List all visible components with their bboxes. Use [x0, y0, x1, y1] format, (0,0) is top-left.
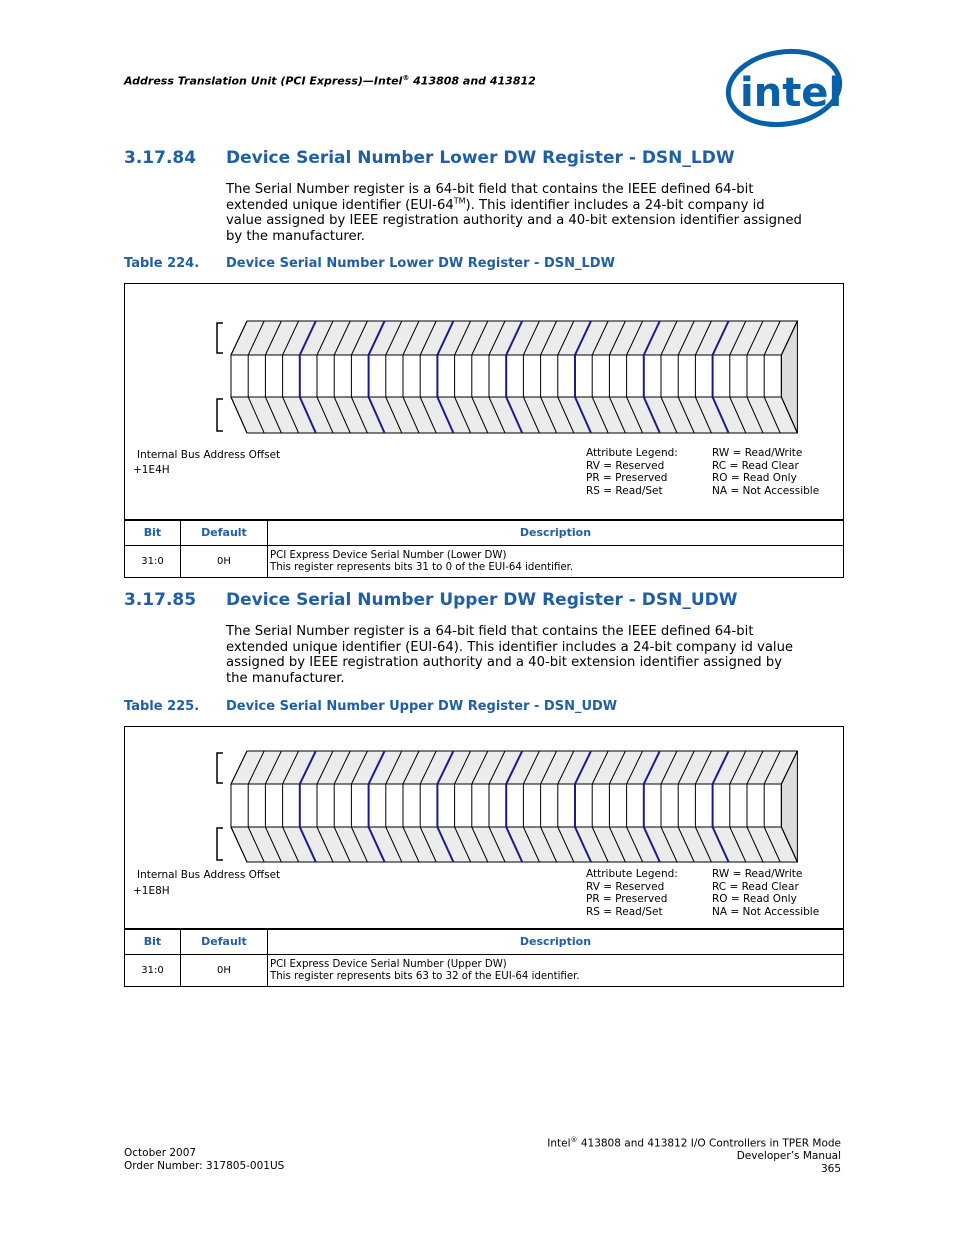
section-title: Device Serial Number Upper DW Register - DSN_UDW: [226, 590, 738, 610]
cell-description: PCI Express Device Serial Number (Lower DW) This register represents bits 31 to 0 of the EUI-64 identifier.: [268, 546, 844, 578]
offset-label: Internal Bus Address Offset: [137, 869, 281, 881]
diagram-bracket-lower: [217, 828, 223, 860]
offset-label: Internal Bus Address Offset: [137, 449, 281, 461]
cell-bit: 31:0: [125, 955, 181, 987]
attribute-legend-right: RW = Read/Write RC = Read Clear RO = Read Only NA = Not Accessible: [712, 447, 820, 497]
cell-bit: 31:0: [125, 546, 181, 578]
table-caption-title: Device Serial Number Upper DW Register - DSN_UDW: [226, 699, 618, 714]
diagram-bracket-upper: [217, 753, 223, 783]
table-row: [125, 546, 844, 578]
running-header: Address Translation Unit (PCI Express)—Intel® 413808 and 413812: [124, 74, 536, 88]
diagram-bracket-upper: [217, 323, 223, 353]
offset-value: +1E8H: [133, 885, 170, 897]
col-description: Description: [268, 520, 844, 546]
col-bit: Bit: [125, 929, 181, 955]
register-diagram-frame: [124, 283, 844, 521]
section-number: 3.17.84: [124, 148, 197, 168]
cell-default: 0H: [181, 955, 268, 987]
offset-value: +1E4H: [133, 464, 170, 476]
svg-text:intel: intel: [740, 70, 843, 116]
table-caption-title: Device Serial Number Lower DW Register - DSN_LDW: [226, 256, 615, 271]
register-field-table: [124, 928, 844, 987]
table-caption-number: Table 225.: [124, 699, 200, 714]
section-paragraph: The Serial Number register is a 64-bit field that contains the IEEE defined 64-bit extended unique identifier (EUI-64™). This identifier includes a 24-bit company id value assigned by IEEE registration authority and a 40-bit extension identifier assigned by the manufacturer.: [226, 182, 802, 244]
section-paragraph: The Serial Number register is a 64-bit field that contains the IEEE defined 64-bit extended unique identifier (EUI-64). This identifier includes a 24-bit company id value assigned by IEEE registration authority and a 40-bit extension identifier assigned by the manufacturer.: [226, 624, 794, 686]
register-field-table: [124, 519, 844, 578]
col-description: Description: [268, 929, 844, 955]
diagram-bracket-lower: [217, 399, 223, 431]
attribute-legend: Attribute Legend: RV = Reserved PR = Preserved RS = Read/Set: [586, 447, 678, 497]
col-default: Default: [181, 520, 268, 546]
footer-left: October 2007 Order Number: 317805-001US: [124, 1147, 285, 1172]
col-default: Default: [181, 929, 268, 955]
section-title: Device Serial Number Lower DW Register - DSN_LDW: [226, 148, 735, 168]
cell-default: 0H: [181, 546, 268, 578]
col-bit: Bit: [125, 520, 181, 546]
register-diagram-frame: [124, 726, 844, 930]
attribute-legend: Attribute Legend: RV = Reserved PR = Preserved RS = Read/Set: [586, 868, 678, 918]
table-row: [125, 955, 844, 987]
cell-description: PCI Express Device Serial Number (Upper DW) This register represents bits 63 to 32 of the EUI-64 identifier.: [268, 955, 844, 987]
table-caption-number: Table 224.: [124, 256, 200, 271]
attribute-legend-right: RW = Read/Write RC = Read Clear RO = Read Only NA = Not Accessible: [712, 868, 820, 918]
section-number: 3.17.85: [124, 590, 197, 610]
intel-logo-icon: [722, 48, 844, 130]
footer-right: Intel® 413808 and 413812 I/O Controllers in TPER Mode Developer’s Manual 365: [547, 1136, 841, 1175]
